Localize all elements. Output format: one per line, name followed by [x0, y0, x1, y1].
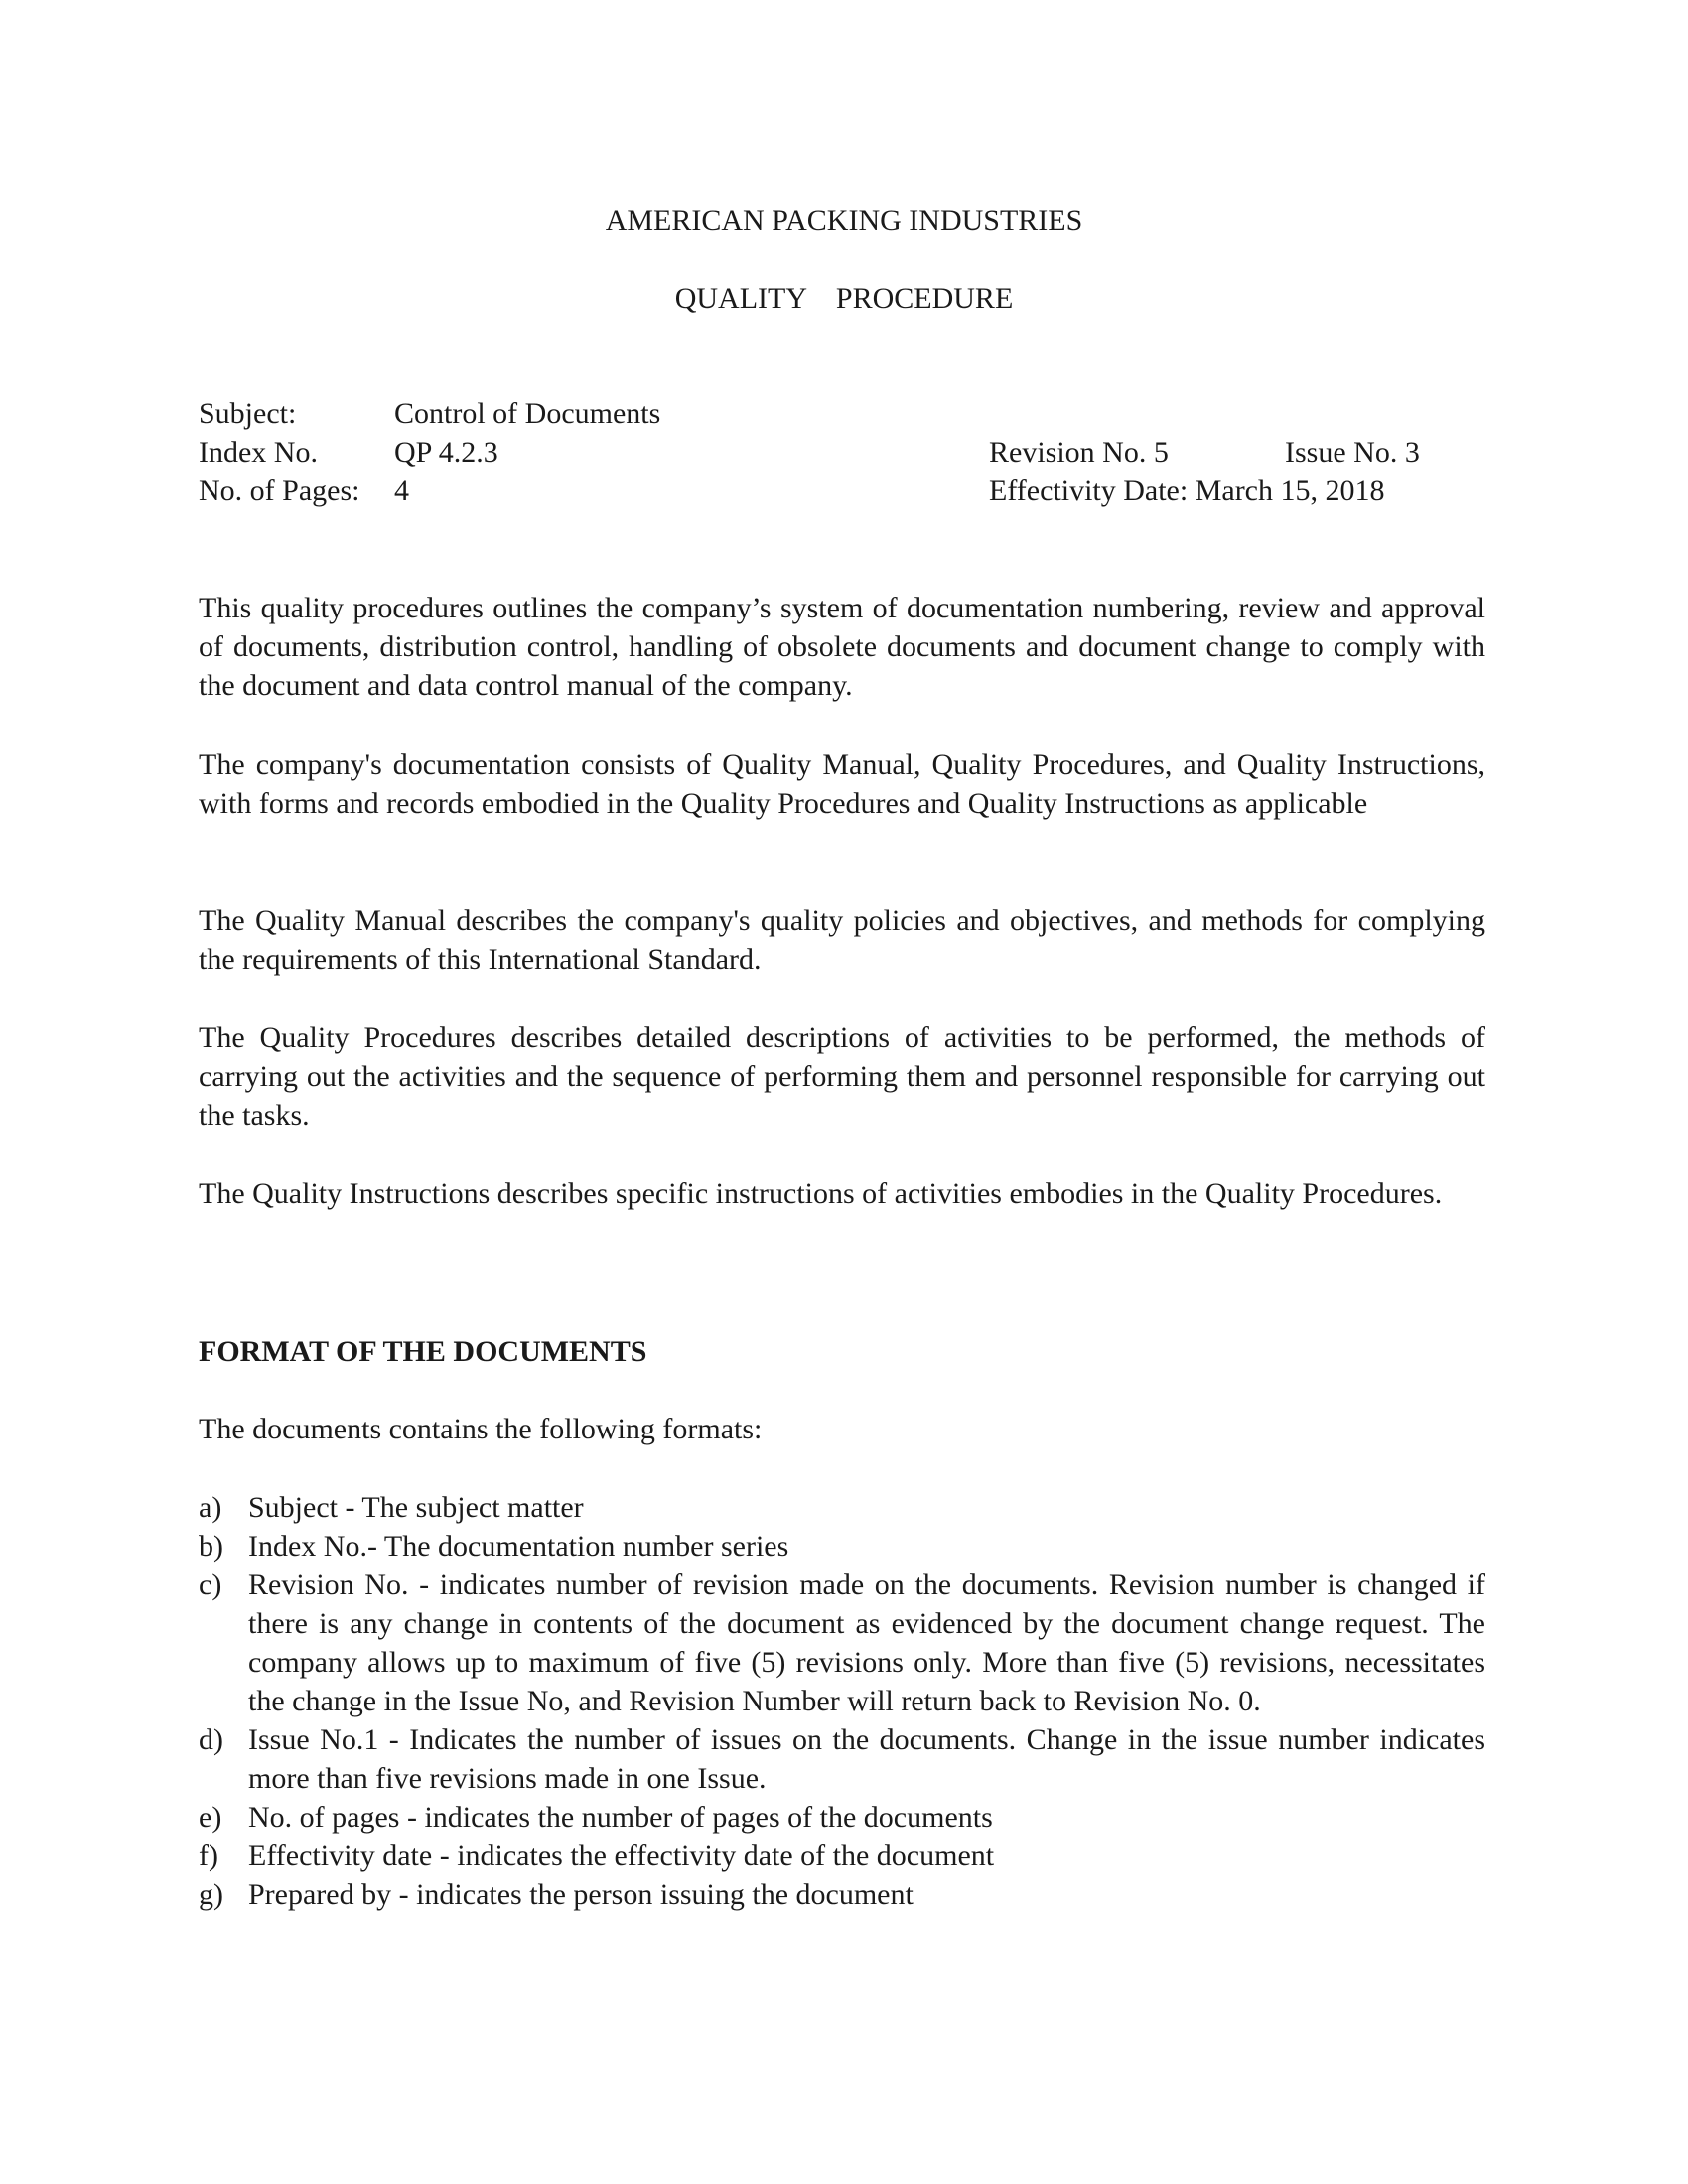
format-intro: The documents contains the following formats:	[199, 1413, 763, 1445]
pages-value: 4	[394, 475, 409, 507]
format-list	[199, 1488, 1485, 1914]
revision-number: Revision No. 5	[989, 436, 1169, 469]
list-item-text: Effectivity date - indicates the effectivity date of the document	[248, 1840, 995, 1872]
list-item	[199, 1875, 1485, 1914]
list-item	[199, 1720, 1485, 1798]
subject-value: Control of Documents	[394, 397, 661, 430]
list-marker: b)	[199, 1530, 223, 1563]
paragraph-documentation: The company's documentation consists of Quality Manual, Quality Procedures, and Quality Instructions, with forms and records embodied in the Quality Procedures and Quality Instructions as applicable	[199, 749, 1485, 820]
company-name: AMERICAN PACKING INDUSTRIES	[605, 205, 1083, 237]
list-marker: f)	[199, 1840, 218, 1872]
list-item	[199, 1566, 1485, 1720]
list-item-text: No. of pages - indicates the number of pages of the documents	[248, 1801, 993, 1834]
list-item-text: Subject - The subject matter	[248, 1491, 584, 1524]
pages-label: No. of Pages:	[199, 475, 360, 507]
subject-label: Subject:	[199, 397, 297, 430]
index-label: Index No.	[199, 436, 318, 469]
list-item	[199, 1837, 1485, 1875]
list-item	[199, 1798, 1485, 1837]
effectivity-date: Effectivity Date: March 15, 2018	[989, 475, 1385, 507]
list-item-text: Issue No.1 - Indicates the number of issues on the documents. Change in the issue number indicates more than five revisions made in one Issue.	[248, 1723, 1485, 1795]
list-marker: a)	[199, 1491, 222, 1524]
list-marker: g)	[199, 1878, 223, 1911]
list-marker: e)	[199, 1801, 222, 1834]
list-item	[199, 1527, 1485, 1566]
paragraph-purpose: This quality procedures outlines the company’s system of documentation numbering, review and approval of documents, distribution control, handling of obsolete documents and document change to comply with the document and data control manual of the company.	[199, 592, 1485, 702]
issue-number: Issue No. 3	[1285, 436, 1420, 469]
list-item-text: Prepared by - indicates the person issuing the document	[248, 1878, 914, 1911]
paragraph-quality-procedures: The Quality Procedures describes detailed descriptions of activities to be performed, the methods of carrying out the activities and the sequence of performing them and personnel responsible for carrying out the tasks.	[199, 1022, 1485, 1132]
list-item	[199, 1488, 1485, 1527]
paragraph-quality-instructions: The Quality Instructions describes specific instructions of activities embodies in the Quality Procedures.	[199, 1177, 1443, 1210]
section-heading: FORMAT OF THE DOCUMENTS	[199, 1335, 647, 1368]
list-item-text: Revision No. - indicates number of revision made on the documents. Revision number is changed if there is any change in contents of the document as evidenced by the document change request. The company allows up to maximum of five (5) revisions only. More than five (5) revisions, necessitates the change in the Issue No, and Revision Number will return back to Revision No. 0.	[248, 1569, 1485, 1717]
list-item-text: Index No.- The documentation number series	[248, 1530, 789, 1563]
index-value: QP 4.2.3	[394, 436, 498, 469]
list-marker: c)	[199, 1569, 222, 1601]
document-type-title: QUALITY PROCEDURE	[674, 282, 1014, 315]
list-marker: d)	[199, 1723, 223, 1756]
paragraph-quality-manual: The Quality Manual describes the company's quality policies and objectives, and methods for complying the requirements of this International Standard.	[199, 904, 1485, 976]
